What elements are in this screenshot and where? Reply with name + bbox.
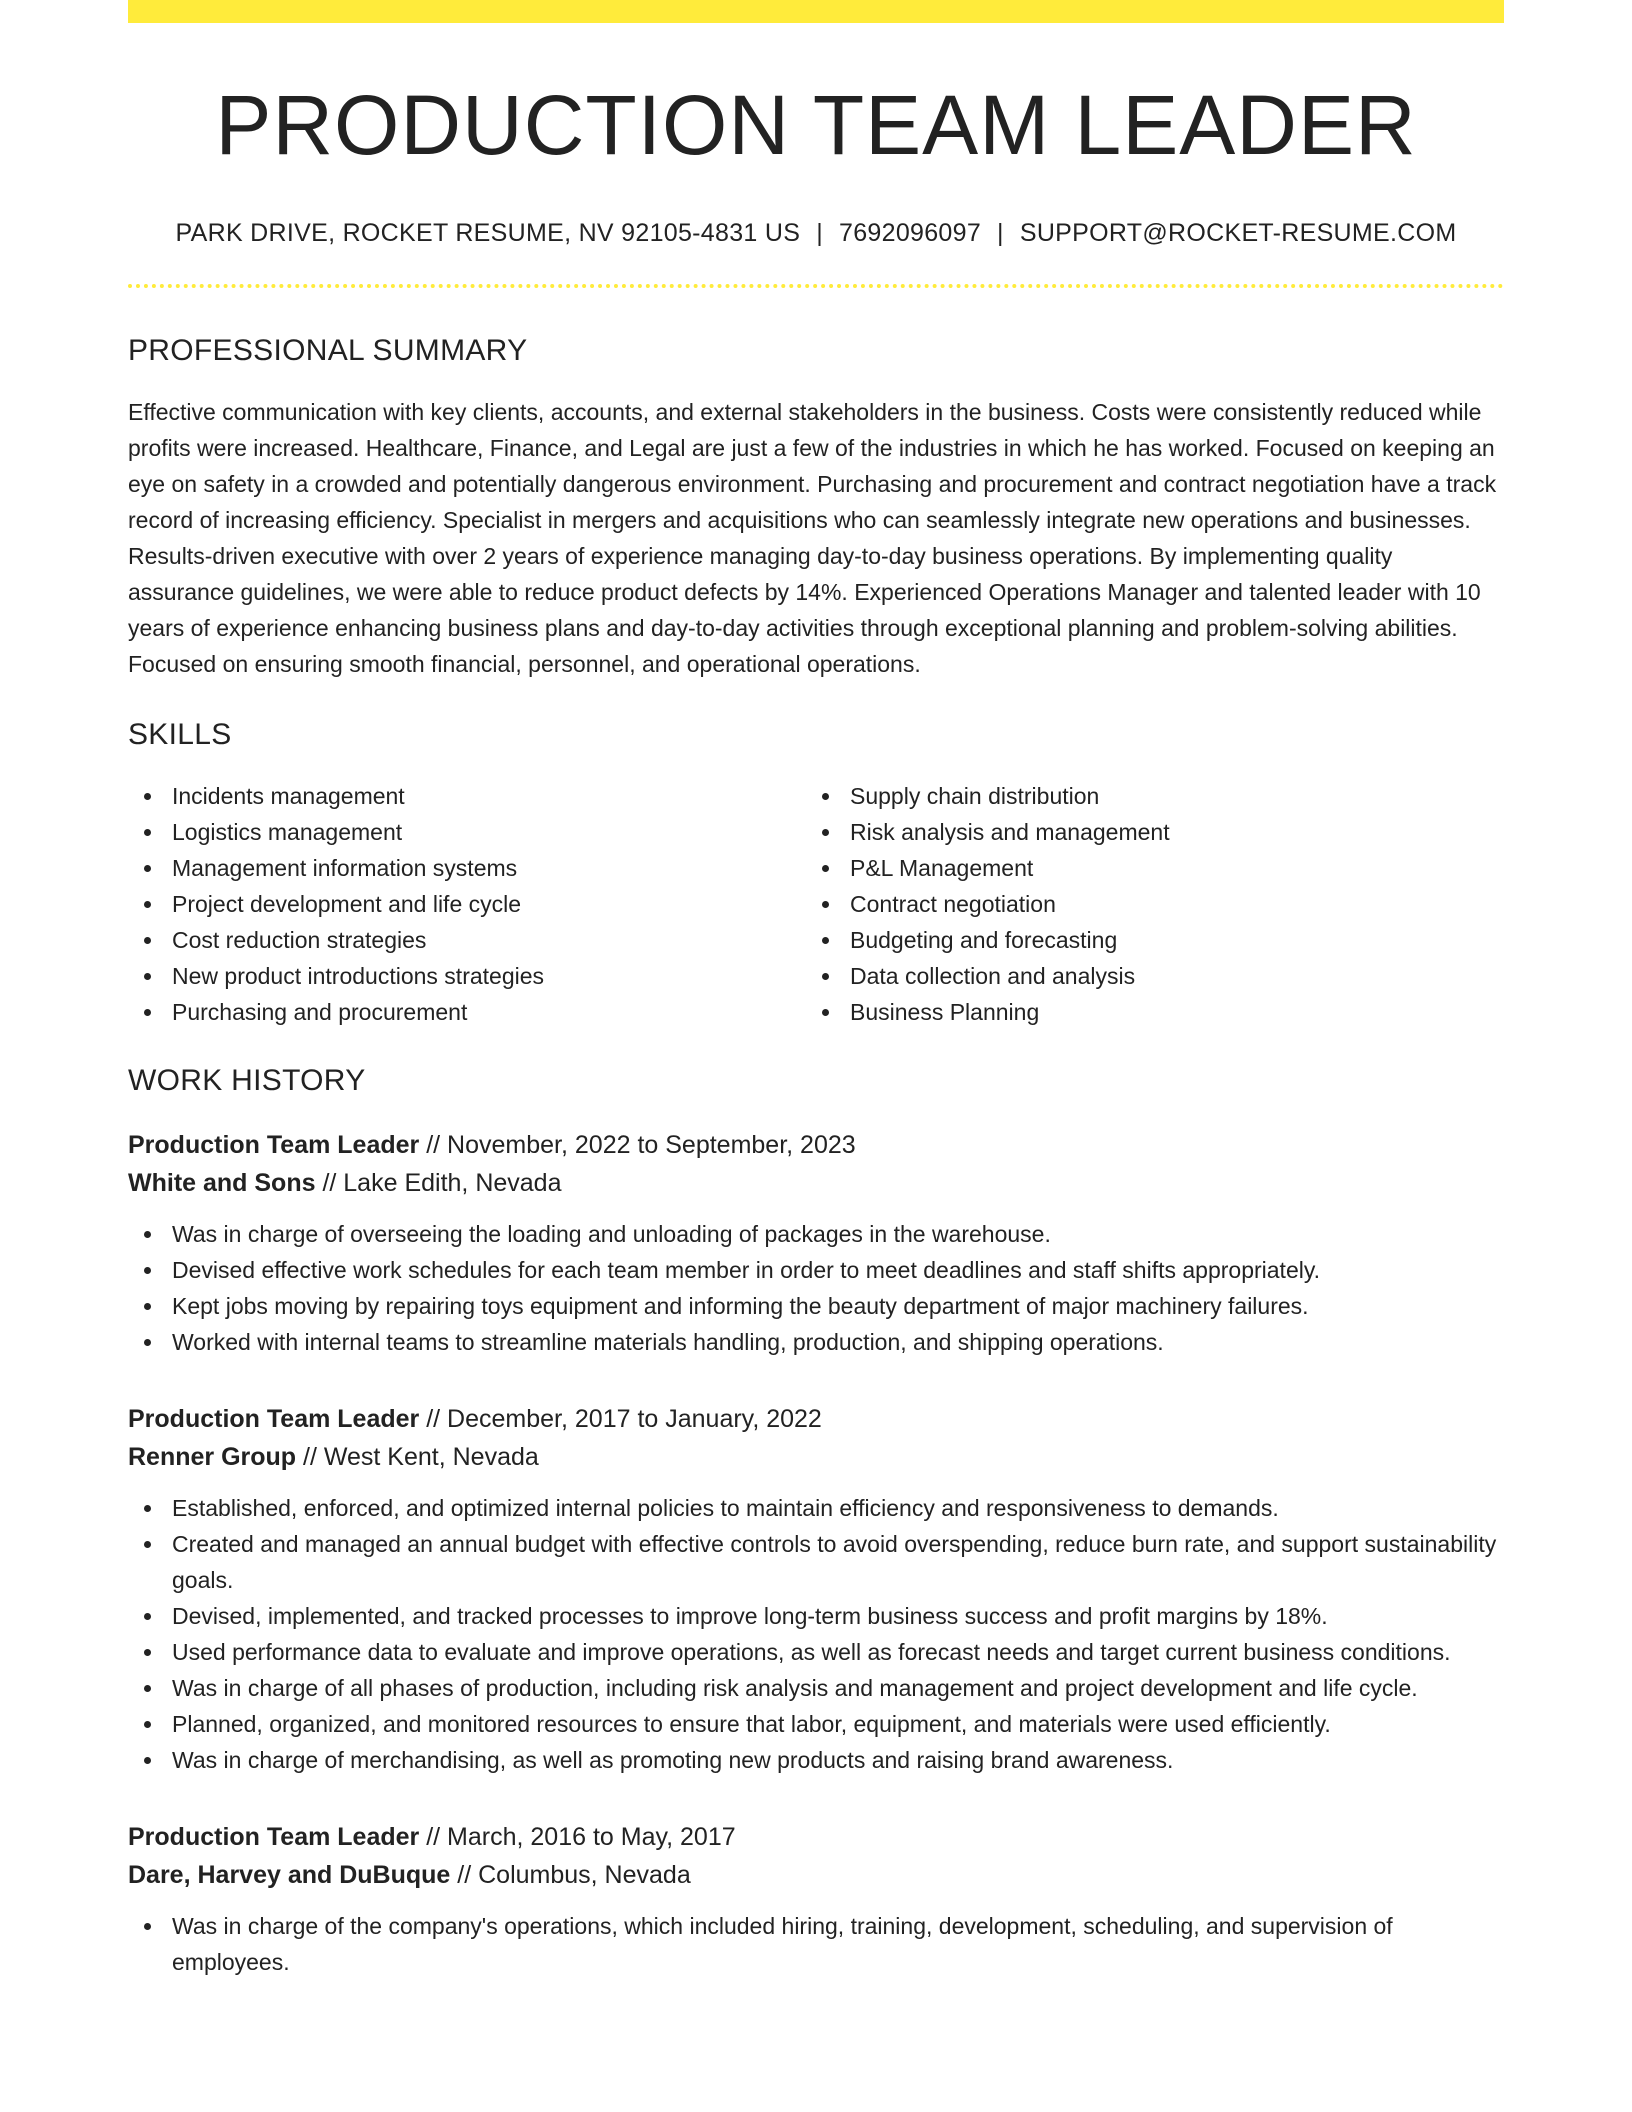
skills-list-left [128,778,806,1030]
contact-address: PARK DRIVE, ROCKET RESUME, NV 92105-4831 US [175,219,801,247]
job-bullet: Kept jobs moving by repairing toys equipment and informing the beauty department of major machinery failures. [172,1288,1504,1324]
skill-item: Incidents management [172,778,806,814]
job-location: // West Kent, Nevada [296,1443,539,1471]
page-title: PRODUCTION TEAM LEADER [215,78,1417,172]
job-bullet: Established, enforced, and optimized internal policies to maintain efficiency and responsiveness to demands. [172,1490,1504,1526]
job-entry [128,1400,1504,1778]
skill-item: Project development and life cycle [172,886,806,922]
job-company-line [128,1164,1504,1202]
skill-item: Cost reduction strategies [172,922,806,958]
job-bullet: Was in charge of overseeing the loading and unloading of packages in the warehouse. [172,1216,1504,1252]
accent-top-bar [128,0,1504,23]
skill-item: Data collection and analysis [850,958,1484,994]
dotted-divider [128,284,1504,288]
job-company: White and Sons [128,1169,316,1197]
job-bullet: Planned, organized, and monitored resources to ensure that labor, equipment, and materials were used efficiently. [172,1706,1504,1742]
job-bullets [128,1216,1504,1360]
job-bullets [128,1908,1504,1980]
job-company: Dare, Harvey and DuBuque [128,1861,451,1889]
job-company-line [128,1438,1504,1476]
job-title-line [128,1818,1504,1856]
contact-email: SUPPORT@ROCKET-RESUME.COM [1019,219,1457,247]
skill-item: Logistics management [172,814,806,850]
skill-item: Supply chain distribution [850,778,1484,814]
skills-grid [128,778,1504,1030]
job-title-line [128,1126,1504,1164]
job-company-line [128,1856,1504,1894]
job-bullet: Devised effective work schedules for each team member in order to meet deadlines and staff shifts appropriately. [172,1252,1504,1288]
contact-line [128,219,1504,248]
job-title: Production Team Leader [128,1405,420,1433]
work-history-heading: WORK HISTORY [128,1064,366,1097]
skill-item: Budgeting and forecasting [850,922,1484,958]
contact-separator: | [816,219,823,247]
skill-item: Business Planning [850,994,1484,1030]
job-bullet: Was in charge of all phases of production, including risk analysis and management and project development and life cycle. [172,1670,1504,1706]
job-location: // Lake Edith, Nevada [315,1169,562,1197]
contact-phone: 7692096097 [839,219,982,247]
job-title: Production Team Leader [128,1131,420,1159]
skill-item: Risk analysis and management [850,814,1484,850]
skills-list-right [806,778,1484,1030]
job-bullet: Used performance data to evaluate and improve operations, as well as forecast needs and target current business conditions. [172,1634,1504,1670]
job-bullets [128,1490,1504,1778]
job-title-line [128,1400,1504,1438]
job-entry [128,1126,1504,1360]
job-bullet: Was in charge of the company's operations, which included hiring, training, development, scheduling, and supervision of employees. [172,1908,1504,1980]
job-location: // Columbus, Nevada [450,1861,691,1889]
job-dates: // March, 2016 to May, 2017 [419,1823,736,1851]
work-history-list [128,1126,1504,1980]
job-bullet: Worked with internal teams to streamline materials handling, production, and shipping operations. [172,1324,1504,1360]
resume-page [128,0,1504,1980]
contact-separator: | [997,219,1004,247]
job-company: Renner Group [128,1443,297,1471]
skill-item: Purchasing and procurement [172,994,806,1030]
job-entry [128,1818,1504,1980]
summary-heading: PROFESSIONAL SUMMARY [128,334,528,367]
job-bullet: Was in charge of merchandising, as well as promoting new products and raising brand awareness. [172,1742,1504,1778]
skill-item: New product introductions strategies [172,958,806,994]
skill-item: Contract negotiation [850,886,1484,922]
skill-item: P&L Management [850,850,1484,886]
summary-text: Effective communication with key clients, accounts, and external stakeholders in the business. Costs were consistently reduced while profits were increased. Healthcare, Finance, and Legal are just a few of the industries in which he has worked. Focused on keeping an eye on safety in a crowded and potentially dangerous environment. Purchasing and procurement and contract negotiation have a track record of increasing efficiency. Specialist in mergers and acquisitions who can seamlessly integrate new operations and businesses. Results-driven executive with over 2 years of experience managing day-to-day business operations. By implementing quality assurance guidelines, we were able to reduce product defects by 14%. Experienced Operations Manager and talented leader with 10 years of experience enhancing business plans and day-to-day activities through exceptional planning and problem-solving abilities. Focused on ensuring smooth financial, personnel, and operational operations. [128,399,1497,677]
job-dates: // December, 2017 to January, 2022 [419,1405,822,1433]
job-bullet: Devised, implemented, and tracked processes to improve long-term business success and profit margins by 18%. [172,1598,1504,1634]
skills-heading: SKILLS [128,718,232,751]
job-title: Production Team Leader [128,1823,420,1851]
job-bullet: Created and managed an annual budget with effective controls to avoid overspending, reduce burn rate, and support sustainability goals. [172,1526,1504,1598]
job-dates: // November, 2022 to September, 2023 [419,1131,856,1159]
skill-item: Management information systems [172,850,806,886]
